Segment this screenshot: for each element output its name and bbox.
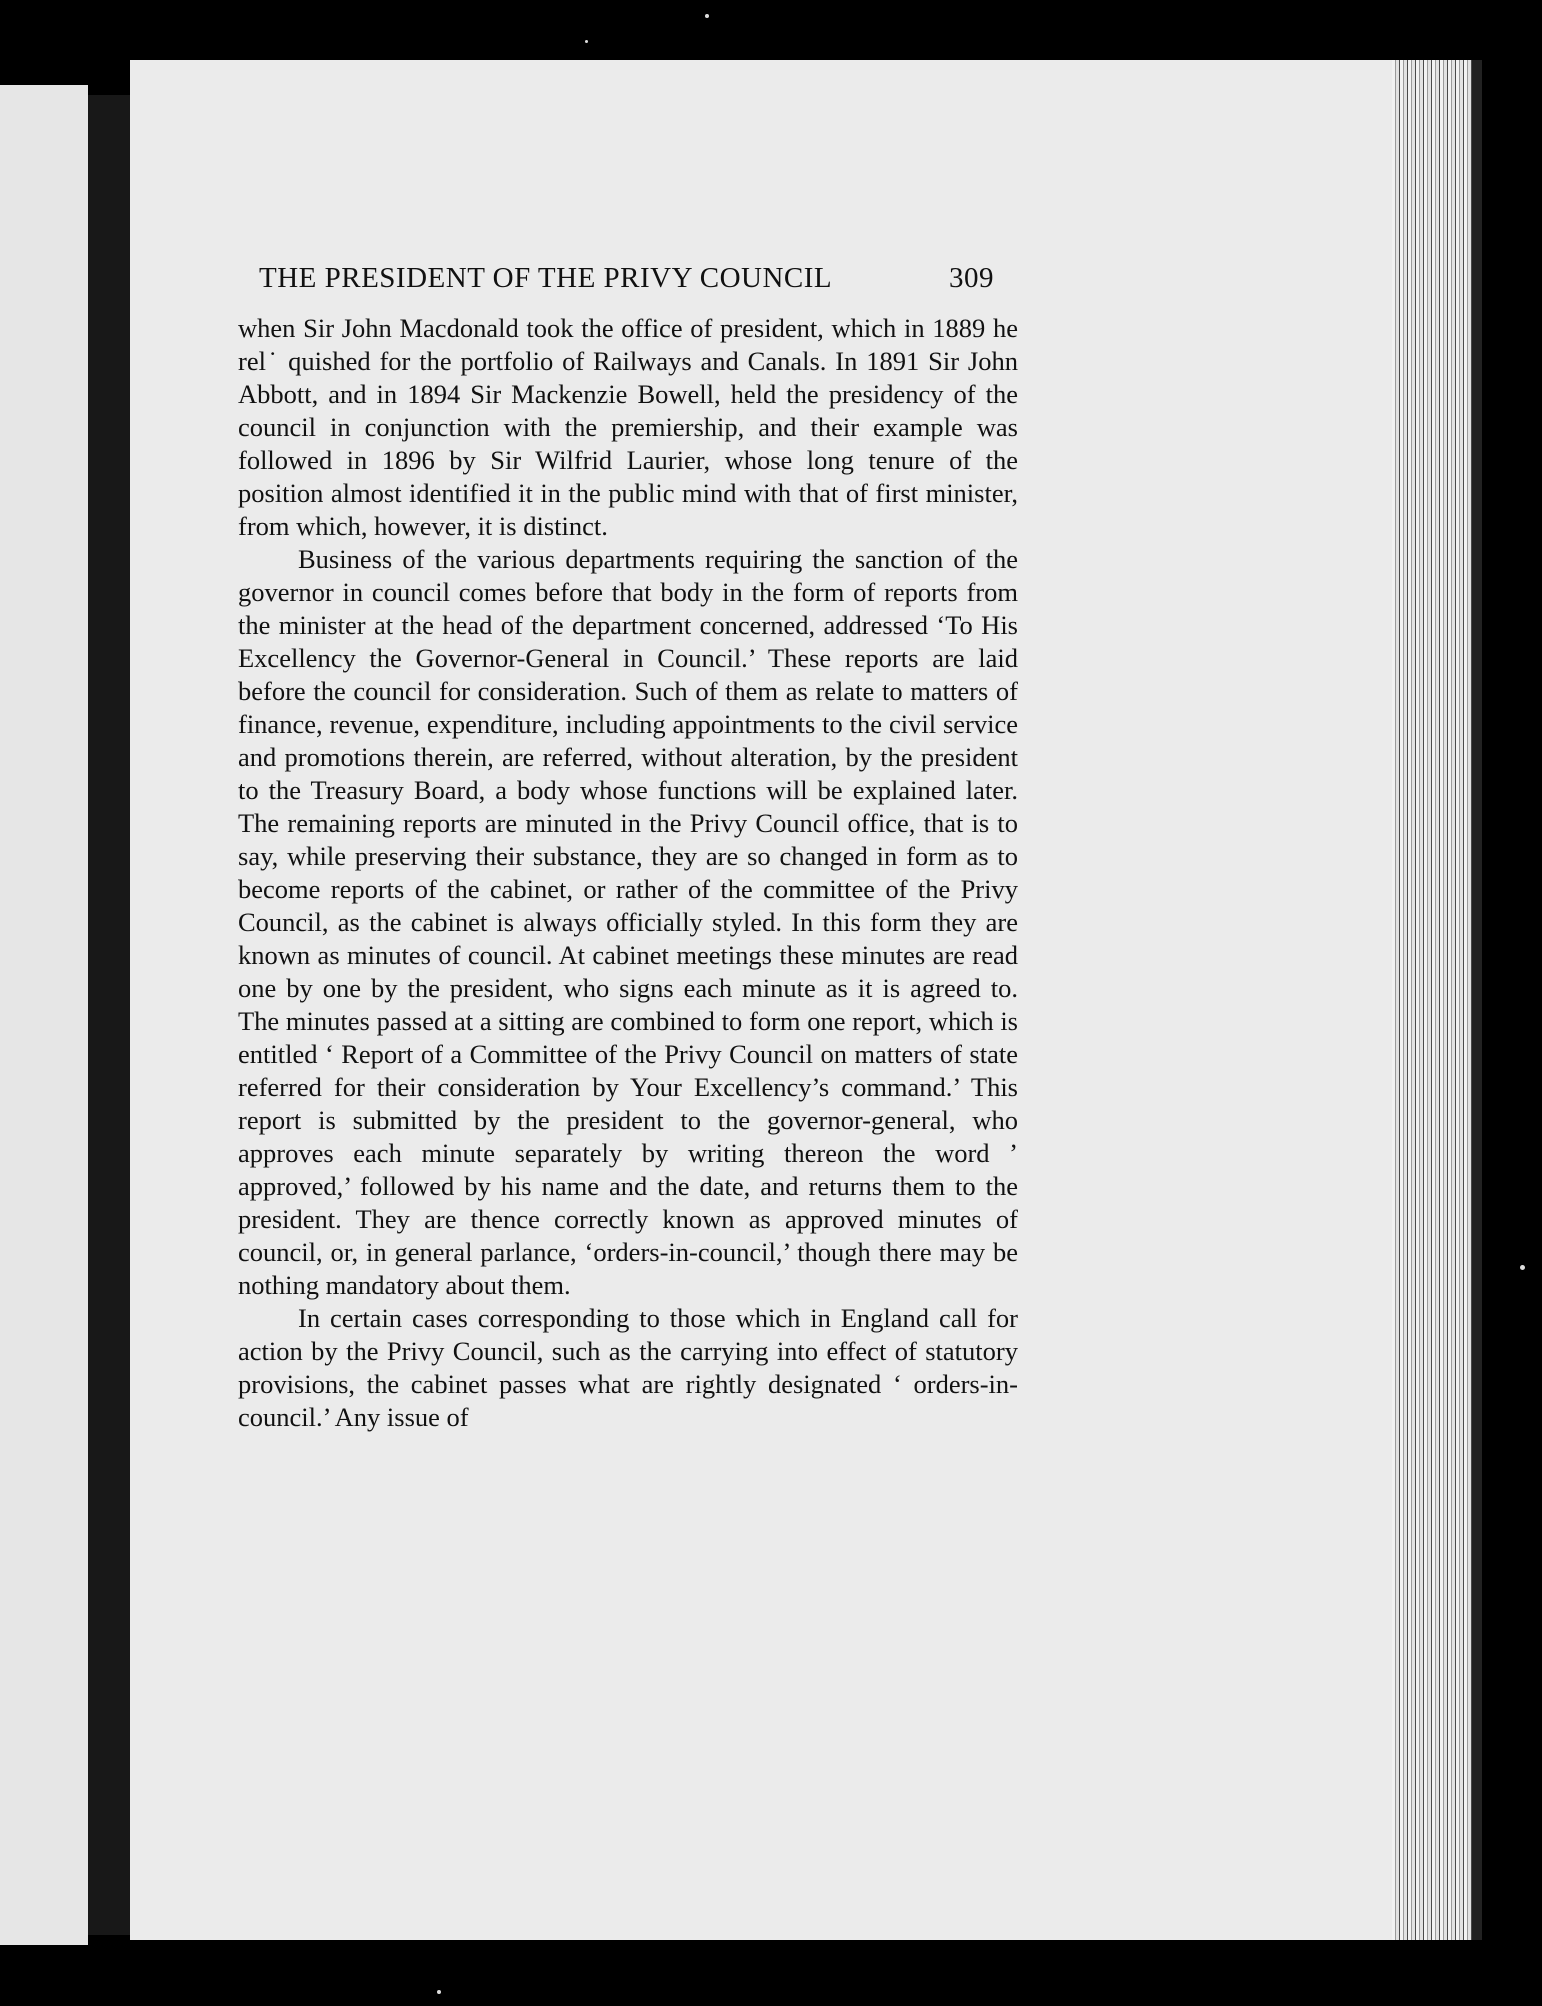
- book-gutter: [88, 95, 130, 1935]
- paragraph-1: when Sir John Macdonald took the office of president, which in 1889 he rel˙ quished for the portfolio of Railways and Canals. In 1891 Sir John Abbott, and in 1894 Sir Mackenzie Bowell, held the presidency of the council in conjunction with the premiership, and their example was followed in 1896 by Sir Wilfrid Laurier, whose long tenure of the position almost identified it in the public mind with that of first minister, from which, however, it is distinct.: [238, 313, 1018, 541]
- page-number: 309: [949, 262, 994, 294]
- running-head: [259, 262, 994, 302]
- scan-speck: [585, 40, 588, 43]
- page-edges: [1392, 60, 1472, 1940]
- body-text: [238, 312, 1018, 1434]
- scan-speck: [1520, 1265, 1525, 1270]
- running-head-title: THE PRESIDENT OF THE PRIVY COUNCIL: [259, 262, 833, 294]
- page-edge-shadow: [1472, 60, 1482, 1940]
- paragraph-2: Business of the various departments requiring the sanction of the governor in council comes before that body in the form of reports from the minister at the head of the department concerned, addressed ‘To His Excellency the Governor-General in Council.’ These reports are laid before the council for consideration. Such of them as relate to matters of finance, revenue, expenditure, including appointments to the civil service and promotions therein, are referred, without alteration, by the president to the Treasury Board, a body whose functions will be explained later. The remaining reports are minuted in the Privy Council office, that is to say, while preserving their substance, they are so changed in form as to become reports of the cabinet, or rather of the committee of the Privy Council, as the cabinet is always officially styled. In this form they are known as minutes of council. At cabinet meetings these minutes are read one by one by the president, who signs each minute as it is agreed to. The minutes passed at a sitting are combined to form one report, which is entitled ‘ Report of a Committee of the Privy Council on matters of state referred for their consideration by Your Excellency’s command.’ This report is submitted by the president to the governor-general, who approves each minute separately by writing thereon the word ’ approved,’ followed by his name and the date, and returns them to the president. They are thence correctly known as approved minutes of council, or, in general parlance, ‘orders-in-council,’ though there may be nothing mandatory about them.: [238, 544, 1018, 1300]
- paragraph-3: In certain cases corresponding to those which in England call for action by the Privy Council, such as the carrying into effect of statutory provisions, the cabinet passes what are rightly designated ‘ orders-in-council.’ Any issue of: [238, 1303, 1018, 1432]
- scan-speck: [437, 1990, 441, 1994]
- facing-page-margin: [0, 85, 88, 1945]
- scan-speck: [705, 14, 709, 18]
